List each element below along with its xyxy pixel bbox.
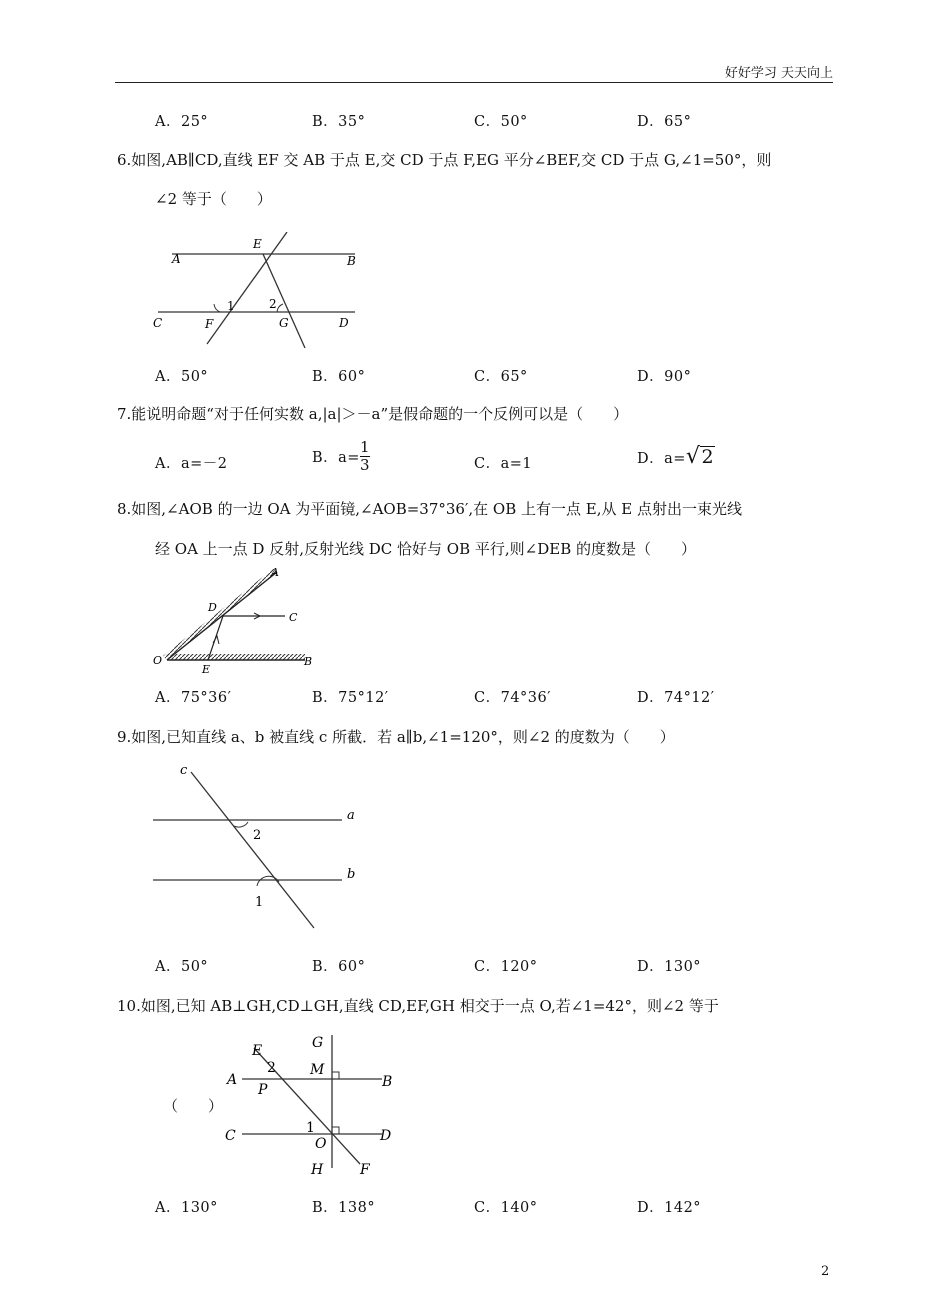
q5-option-d: D．65° [637,114,692,130]
ray-ob-hatch [167,654,305,660]
right-angle-o-icon [332,1127,339,1134]
q8-option-d: D．74°12′ [637,690,715,706]
label-a: A [271,566,279,579]
q7-option-b [312,440,370,473]
label-c: C [225,1128,236,1144]
label-f: F [205,317,214,331]
q5-option-c: C．50° [474,114,528,130]
angle-2-arc [277,304,283,312]
label-g: G [312,1035,324,1051]
q8-stem-line1: 8.如图,∠AOB 的一边 OA 为平面镜,∠AOB=37°36′,在 OB 上有一点 E,从 E 点射出一束光线 [117,500,742,518]
label-e: E [252,1043,263,1059]
q6-option-a: A．50° [155,369,209,385]
label-m: M [310,1062,325,1078]
label-d: D [339,316,349,330]
q10-stem-line2: （ ） [163,1097,224,1115]
q10-option-c: C．140° [474,1200,538,1216]
q7-stem: 7.能说明命题“对于任何实数 a,|a|＞－a”是假命题的一个反例可以是（ ） [117,405,629,423]
label-a: A [172,252,181,266]
radicand: 2 [701,446,715,469]
label-a: a [347,808,355,823]
fraction-numerator: 1 [359,438,370,456]
fraction-denominator: 3 [359,456,370,474]
q9-option-b: B．60° [312,959,366,975]
q7-option-b-prefix: B．a= [312,450,360,466]
q10-figure [222,1030,397,1180]
q6-stem-line2: ∠2 等于（ ） [155,190,272,208]
label-angle-2: 2 [269,297,277,311]
angle-2-arc [234,822,248,827]
q9-stem: 9.如图,已知直线 a、b 被直线 c 所截．若 a∥b,∠1=120°，则∠2 的度数为（ ） [117,728,675,746]
label-angle-1: 1 [255,895,264,910]
fraction-one-third [360,440,370,473]
q10-option-a: A．130° [155,1200,218,1216]
label-b: B [347,254,356,268]
q9-option-c: C．120° [474,959,538,975]
q8-figure [150,565,320,677]
q7-option-a: A．a=－2 [155,456,228,472]
label-b: B [382,1074,393,1090]
square-root [686,446,715,468]
line-c [191,772,314,928]
label-g: G [279,316,289,330]
q9-option-d: D．130° [637,959,702,975]
label-angle-1: 1 [306,1120,315,1136]
header-title: 好好学习 天天向上 [724,66,833,81]
header-divider [115,82,833,83]
q6-option-c: C．65° [474,369,528,385]
angle-1-arc [214,304,220,312]
label-h: H [311,1162,324,1178]
label-o: O [315,1136,327,1152]
q9-figure [150,760,365,932]
q6-stem-line1: 6.如图,AB∥CD,直线 EF 交 AB 于点 E,交 CD 于点 F,EG 平分∠BEF,交 CD 于点 G,∠1=50°，则 [117,151,772,169]
q7-option-d-prefix: D．a= [637,450,686,467]
label-a: A [227,1072,238,1088]
q9-option-a: A．50° [155,959,209,975]
q5-option-b: B．35° [312,114,366,130]
label-e: E [202,663,211,676]
label-f: F [360,1162,370,1178]
label-angle-2: 2 [267,1060,276,1076]
label-b: b [347,867,356,882]
label-p: P [258,1082,268,1098]
q7-option-d [637,446,715,468]
angle-1-arc [257,876,279,886]
q10-stem-line1: 10.如图,已知 AB⊥GH,CD⊥GH,直线 CD,EF,GH 相交于一点 O,若∠1=42°，则∠2 等于 [117,997,719,1015]
label-angle-2: 2 [253,828,262,843]
label-c: C [153,316,163,330]
label-o: O [153,654,163,667]
mirror-oa-hatch [163,568,277,660]
q8-stem-line2: 经 OA 上一点 D 反射,反射光线 DC 恰好与 OB 平行,则∠DEB 的度数是（ ） [155,540,696,558]
label-c: C [289,611,298,624]
right-angle-m-icon [332,1072,339,1079]
label-e: E [253,237,262,251]
radical-sign-icon: √ [685,444,701,469]
label-b: B [304,655,313,668]
q10-option-d: D．142° [637,1200,702,1216]
q8-option-b: B．75°12′ [312,690,389,706]
q6-option-d: D．90° [637,369,692,385]
q8-option-c: C．74°36′ [474,690,552,706]
q6-figure [150,232,365,352]
label-angle-1: 1 [227,299,235,313]
line-ef [207,232,287,344]
q6-option-b: B．60° [312,369,366,385]
page-number: 2 [821,1264,830,1279]
label-d: D [380,1128,392,1144]
label-c: c [180,763,188,778]
q5-option-a: A．25° [155,114,209,130]
label-d: D [208,601,217,614]
q10-option-b: B．138° [312,1200,376,1216]
q8-option-a: A．75°36′ [155,690,232,706]
q7-option-c: C．a=1 [474,456,533,472]
